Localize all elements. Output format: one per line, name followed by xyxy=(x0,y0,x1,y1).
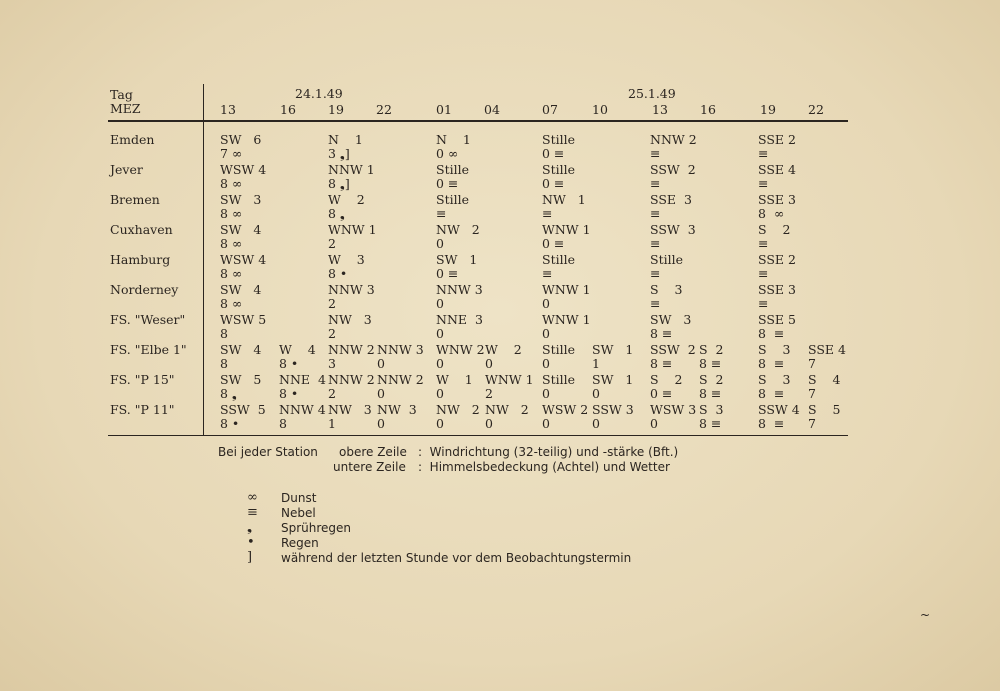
cell-sky: 8 • xyxy=(220,416,240,431)
date-25-1-49: 25.1.49 xyxy=(628,86,676,101)
cell-sky: 0 xyxy=(377,416,385,431)
cell-sky: 8 ≡ xyxy=(758,386,785,401)
station-name: Emden xyxy=(110,132,155,147)
cell-sky: 7 xyxy=(808,416,816,431)
station-name: FS. "P 11" xyxy=(110,402,175,417)
cell-sky: 8 xyxy=(220,326,228,341)
cell-wind: SW 6 xyxy=(220,132,262,147)
cell-sky: 8 xyxy=(220,356,228,371)
cell-wind: SW 1 xyxy=(592,372,634,387)
cell-sky: 8 ∞ xyxy=(220,266,243,281)
hour-label: 16 xyxy=(280,102,296,117)
cell-sky: 8 ≡ xyxy=(758,416,785,431)
cell-sky: 0 xyxy=(436,236,444,251)
cell-wind: SSW 3 xyxy=(592,402,634,417)
cell-sky: 8 ∞ xyxy=(220,236,243,251)
bracket-icon: ] xyxy=(247,550,253,565)
cell-wind: S 2 xyxy=(758,222,791,237)
cell-sky: 0 xyxy=(436,296,444,311)
hour-label: 19 xyxy=(328,102,344,117)
cell-sky: 0 xyxy=(650,416,658,431)
cell-wind: WSW 3 xyxy=(650,402,697,417)
station-name: Bremen xyxy=(110,192,160,207)
hour-label: 13 xyxy=(652,102,668,117)
cell-wind: W 3 xyxy=(328,252,365,267)
cell-sky: 7 xyxy=(808,356,816,371)
cell-wind: WSW 4 xyxy=(220,162,267,177)
cell-sky: 8 ❟ xyxy=(328,206,345,221)
cell-sky: 8 ≡ xyxy=(650,326,673,341)
hour-label: 01 xyxy=(436,102,452,117)
cell-sky: 0 xyxy=(485,356,493,371)
hour-label: 10 xyxy=(592,102,608,117)
cell-wind: SSE 3 xyxy=(650,192,692,207)
cell-wind: S 2 xyxy=(650,372,683,387)
hour-label: 22 xyxy=(376,102,392,117)
note-lower-label: untere Zeile xyxy=(333,460,406,474)
cell-sky: 0 xyxy=(377,386,385,401)
cell-wind: NW 2 xyxy=(485,402,529,417)
cell-sky: ≡ xyxy=(542,206,553,221)
cell-sky: ≡ xyxy=(650,296,661,311)
cell-wind: S 3 xyxy=(758,372,791,387)
station-name: Jever xyxy=(110,162,143,177)
cell-sky: 0 xyxy=(542,386,550,401)
tag-label: Tag xyxy=(110,87,133,102)
note-lower-text: : Himmelsbedeckung (Achtel) und Wetter xyxy=(418,460,670,474)
cell-sky: 0 xyxy=(436,386,444,401)
cell-sky: ≡ xyxy=(758,296,769,311)
cell-wind: SW 4 xyxy=(220,342,262,357)
cell-wind: SSW 2 xyxy=(650,162,696,177)
cell-wind: Stille xyxy=(542,342,575,357)
cell-sky: 8 ❟ xyxy=(220,386,237,401)
cell-wind: NNW 3 xyxy=(377,342,424,357)
cell-sky: 0 xyxy=(542,356,550,371)
cell-wind: Stille xyxy=(436,192,469,207)
hour-label: 19 xyxy=(760,102,776,117)
cell-wind: SSW 2 xyxy=(650,342,696,357)
cell-wind: NW 2 xyxy=(436,222,480,237)
cell-sky: 0 xyxy=(485,416,493,431)
cell-wind: NNW 4 xyxy=(279,402,326,417)
note-upper-label: obere Zeile xyxy=(339,445,407,459)
cell-wind: W 2 xyxy=(485,342,522,357)
cell-wind: S 3 xyxy=(699,402,724,417)
cell-sky: ≡ xyxy=(758,176,769,191)
cell-sky: 8 ∞ xyxy=(758,206,785,221)
fog-icon: ≡ xyxy=(247,505,258,520)
cell-wind: NNW 2 xyxy=(328,372,375,387)
cell-wind: SSE 2 xyxy=(758,132,796,147)
cell-wind: SSE 2 xyxy=(758,252,796,267)
cell-sky: 2 xyxy=(328,326,336,341)
cell-sky: ≡ xyxy=(650,266,661,281)
cell-wind: NNW 2 xyxy=(377,372,424,387)
drizzle-icon: ❟ xyxy=(247,520,253,535)
cell-wind: SSW 4 xyxy=(758,402,800,417)
cell-wind: SSW 5 xyxy=(220,402,266,417)
cell-sky: 0 ≡ xyxy=(542,176,565,191)
cell-wind: Stille xyxy=(542,372,575,387)
cell-sky: 8 • xyxy=(328,266,348,281)
cell-wind: WNW 1 xyxy=(328,222,377,237)
cell-wind: NW 1 xyxy=(542,192,586,207)
cell-wind: WNW 1 xyxy=(542,282,591,297)
cell-sky: 0 xyxy=(542,416,550,431)
cell-wind: SW 3 xyxy=(650,312,692,327)
haze-icon: ∞ xyxy=(247,490,258,505)
cell-wind: SW 4 xyxy=(220,222,262,237)
cell-wind: S 4 xyxy=(808,372,841,387)
cell-wind: NNW 1 xyxy=(328,162,375,177)
cell-wind: NW 3 xyxy=(377,402,417,417)
station-name: Hamburg xyxy=(110,252,171,267)
cell-wind: NW 3 xyxy=(328,312,372,327)
cell-wind: W 1 xyxy=(436,372,473,387)
cell-wind: N 1 xyxy=(328,132,363,147)
cell-sky: 8 ∞ xyxy=(220,206,243,221)
station-name: FS. "P 15" xyxy=(110,372,175,387)
cell-wind: NNW 2 xyxy=(328,342,375,357)
cell-sky: ≡ xyxy=(542,266,553,281)
legend-label: Nebel xyxy=(281,506,316,520)
cell-sky: 8 ❟] xyxy=(328,176,350,191)
cell-wind: SSE 4 xyxy=(758,162,796,177)
cell-sky: 7 xyxy=(808,386,816,401)
cell-wind: Stille xyxy=(542,132,575,147)
cell-wind: NNE 3 xyxy=(436,312,483,327)
cell-sky: 2 xyxy=(328,386,336,401)
cell-sky: 2 xyxy=(328,236,336,251)
cell-sky: 1 xyxy=(592,356,600,371)
vertical-divider xyxy=(203,84,204,436)
hour-label: 04 xyxy=(484,102,500,117)
cell-wind: WNW 2 xyxy=(436,342,485,357)
cell-sky: 2 xyxy=(485,386,493,401)
cell-sky: 2 xyxy=(328,296,336,311)
cell-sky: 8 ≡ xyxy=(699,356,722,371)
cell-wind: S 3 xyxy=(650,282,683,297)
cell-sky: 8 ≡ xyxy=(699,386,722,401)
station-name: FS. "Elbe 1" xyxy=(110,342,187,357)
cell-wind: WSW 4 xyxy=(220,252,267,267)
cell-wind: SW 3 xyxy=(220,192,262,207)
cell-sky: 8 ∞ xyxy=(220,296,243,311)
cell-sky: 0 xyxy=(592,386,600,401)
hour-label: 07 xyxy=(542,102,558,117)
cell-wind: Stille xyxy=(436,162,469,177)
cell-sky: 0 xyxy=(542,326,550,341)
cell-sky: ≡ xyxy=(758,266,769,281)
cell-sky: 8 • xyxy=(279,356,299,371)
cell-wind: SW 4 xyxy=(220,282,262,297)
bottom-rule xyxy=(108,435,848,436)
cell-sky: 0 xyxy=(436,356,444,371)
cell-wind: S 2 xyxy=(699,372,724,387)
cell-wind: S 3 xyxy=(758,342,791,357)
cell-sky: 1 xyxy=(328,416,336,431)
cell-wind: S 2 xyxy=(699,342,724,357)
cell-wind: WSW 5 xyxy=(220,312,267,327)
cell-sky: 0 xyxy=(436,326,444,341)
cell-sky: 0 ≡ xyxy=(650,386,673,401)
cell-wind: WSW 2 xyxy=(542,402,589,417)
cell-sky: ≡ xyxy=(436,206,447,221)
cell-sky: 0 ∞ xyxy=(436,146,459,161)
cell-wind: NNW 3 xyxy=(436,282,483,297)
cell-wind: SW 1 xyxy=(592,342,634,357)
cell-sky: 7 ∞ xyxy=(220,146,243,161)
cell-sky: 0 xyxy=(377,356,385,371)
cell-sky: 0 ≡ xyxy=(436,176,459,191)
cell-sky: ≡ xyxy=(650,146,661,161)
cell-wind: SSE 3 xyxy=(758,282,796,297)
cell-sky: 0 xyxy=(436,416,444,431)
cell-wind: W 2 xyxy=(328,192,365,207)
station-name: Norderney xyxy=(110,282,179,297)
cell-wind: WNW 1 xyxy=(542,312,591,327)
cell-wind: NNE 4 xyxy=(279,372,326,387)
rain-icon: • xyxy=(247,535,255,550)
cell-sky: 3 xyxy=(328,356,336,371)
cell-sky: ≡ xyxy=(650,206,661,221)
cell-sky: 8 ≡ xyxy=(699,416,722,431)
cell-sky: 0 xyxy=(592,416,600,431)
note-upper-text: : Windrichtung (32-teilig) und -stärke (Bft.) xyxy=(418,445,679,459)
cell-sky: 8 ≡ xyxy=(758,356,785,371)
cell-wind: SSW 3 xyxy=(650,222,696,237)
cell-sky: ≡ xyxy=(650,236,661,251)
cell-wind: S 5 xyxy=(808,402,841,417)
cell-sky: 8 • xyxy=(279,386,299,401)
legend-label: Sprühregen xyxy=(281,521,352,535)
cell-wind: SW 1 xyxy=(436,252,478,267)
hour-label: 13 xyxy=(220,102,236,117)
cell-sky: ≡ xyxy=(758,146,769,161)
cell-wind: WNW 1 xyxy=(485,372,534,387)
legend-label: Regen xyxy=(281,536,319,550)
cell-wind: Stille xyxy=(542,162,575,177)
mez-label: MEZ xyxy=(110,101,141,116)
cell-wind: NNW 3 xyxy=(328,282,375,297)
hour-label: 16 xyxy=(700,102,716,117)
cell-wind: NW 2 xyxy=(436,402,480,417)
cell-wind: SW 5 xyxy=(220,372,262,387)
cell-sky: 8 ∞ xyxy=(220,176,243,191)
cell-sky: 8 ≡ xyxy=(650,356,673,371)
page-mark: ~ xyxy=(920,608,931,622)
cell-sky: 8 ≡ xyxy=(758,326,785,341)
station-name: Cuxhaven xyxy=(110,222,173,237)
cell-sky: ≡ xyxy=(650,176,661,191)
cell-wind: NW 3 xyxy=(328,402,372,417)
cell-sky: 0 ≡ xyxy=(542,236,565,251)
hour-label: 22 xyxy=(808,102,824,117)
header-rule xyxy=(108,120,848,122)
cell-sky: 0 ≡ xyxy=(542,146,565,161)
cell-wind: Stille xyxy=(542,252,575,267)
cell-wind: Stille xyxy=(650,252,683,267)
cell-wind: SSE 3 xyxy=(758,192,796,207)
date-24-1-49: 24.1.49 xyxy=(295,86,343,101)
cell-sky: 8 xyxy=(279,416,287,431)
station-name: FS. "Weser" xyxy=(110,312,186,327)
legend-label: Dunst xyxy=(281,491,317,505)
cell-sky: ≡ xyxy=(758,236,769,251)
cell-wind: SSE 4 xyxy=(808,342,846,357)
cell-sky: 0 ≡ xyxy=(436,266,459,281)
cell-wind: W 4 xyxy=(279,342,316,357)
note-prefix: Bei jeder Station xyxy=(218,445,318,459)
cell-wind: N 1 xyxy=(436,132,471,147)
cell-wind: WNW 1 xyxy=(542,222,591,237)
cell-wind: SSE 5 xyxy=(758,312,796,327)
legend-label: während der letzten Stunde vor dem Beobachtungstermin xyxy=(281,551,632,565)
cell-sky: 3 ❟] xyxy=(328,146,350,161)
cell-sky: 0 xyxy=(542,296,550,311)
cell-wind: NNW 2 xyxy=(650,132,697,147)
